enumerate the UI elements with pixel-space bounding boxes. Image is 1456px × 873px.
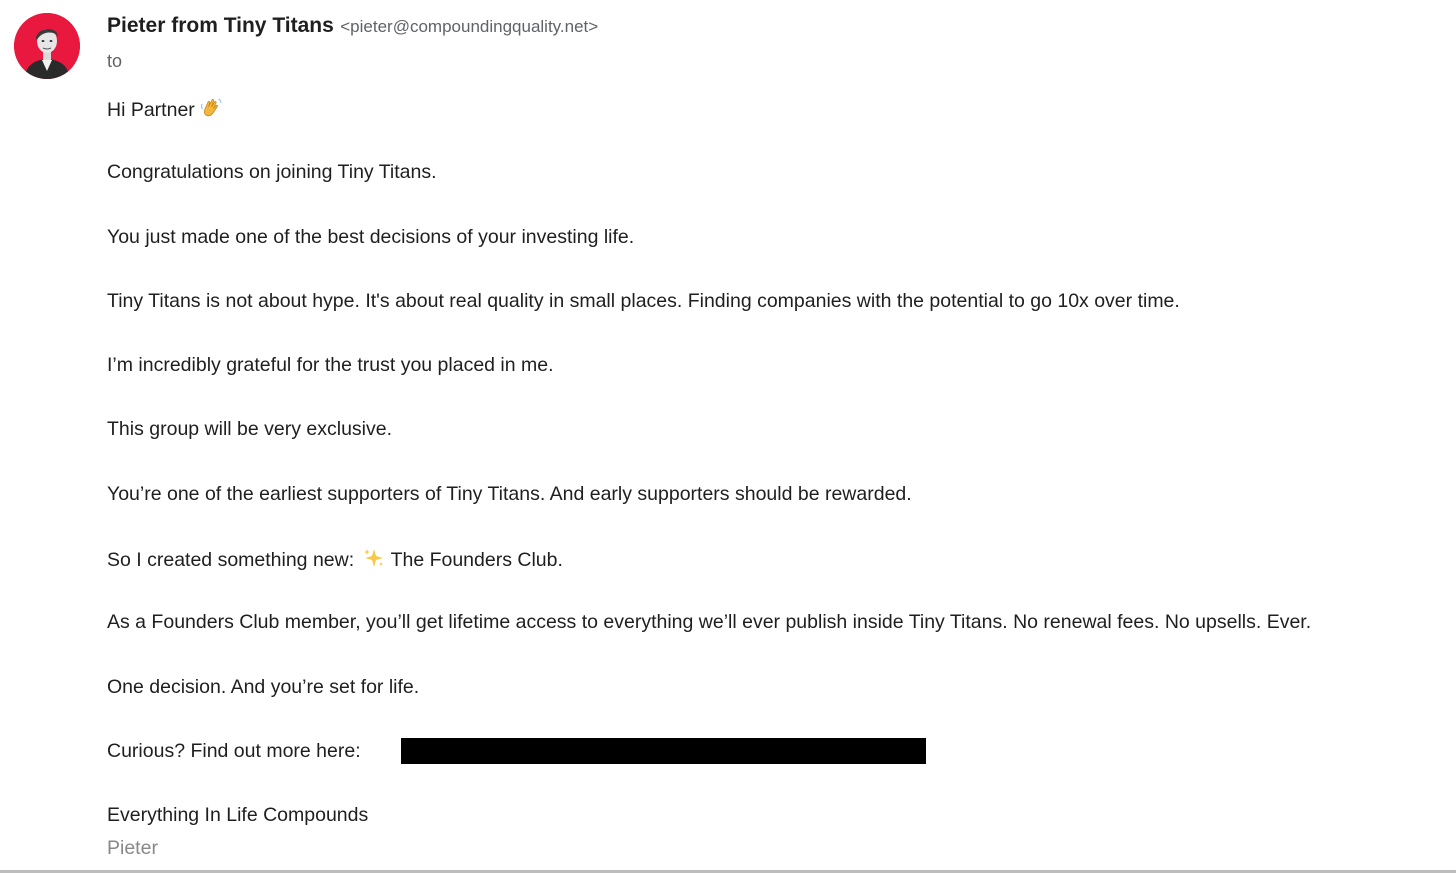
paragraph-10: Curious? Find out more here:: [107, 740, 361, 762]
sparkles-icon: [362, 546, 386, 576]
redacted-link[interactable]: [401, 738, 926, 764]
recipient-line[interactable]: [107, 51, 122, 72]
signature: Pieter: [107, 837, 158, 859]
signoff: Everything In Life Compounds: [107, 804, 369, 826]
paragraph-5: This group will be very exclusive.: [107, 418, 393, 440]
paragraph-6: You’re one of the earliest supporters of Tiny Titans. And early supporters should be rewarded.: [107, 483, 912, 505]
paragraph-4: I’m incredibly grateful for the trust you placed in me.: [107, 354, 554, 376]
paragraph-2: You just made one of the best decisions of your investing life.: [107, 226, 635, 248]
paragraph-1: Congratulations on joining Tiny Titans.: [107, 161, 437, 183]
paragraph-7-before: So I created something new:: [107, 549, 355, 571]
to-label: to: [107, 51, 123, 71]
paragraph-3: Tiny Titans is not about hype. It's about real quality in small places. Finding companies with the potential to go 10x over time.: [107, 290, 1180, 312]
sender-name[interactable]: Pieter from Tiny Titans: [107, 14, 334, 37]
email-header: [107, 14, 598, 38]
sender-avatar[interactable]: [14, 13, 80, 79]
paragraph-7: [107, 546, 563, 576]
paragraph-8: As a Founders Club member, you’ll get lifetime access to everything we’ll ever publish inside Tiny Titans. No renewal fees. No upsells. Ever.: [107, 611, 1312, 633]
greeting-text: Hi Partner: [107, 99, 195, 121]
paragraph-7-after: The Founders Club.: [390, 549, 563, 571]
waving-hand-icon: [199, 96, 223, 126]
greeting: [107, 96, 223, 126]
sender-email[interactable]: <pieter@compoundingquality.net>: [340, 17, 599, 36]
person-portrait-icon: [14, 13, 80, 79]
paragraph-9: One decision. And you’re set for life.: [107, 676, 420, 698]
